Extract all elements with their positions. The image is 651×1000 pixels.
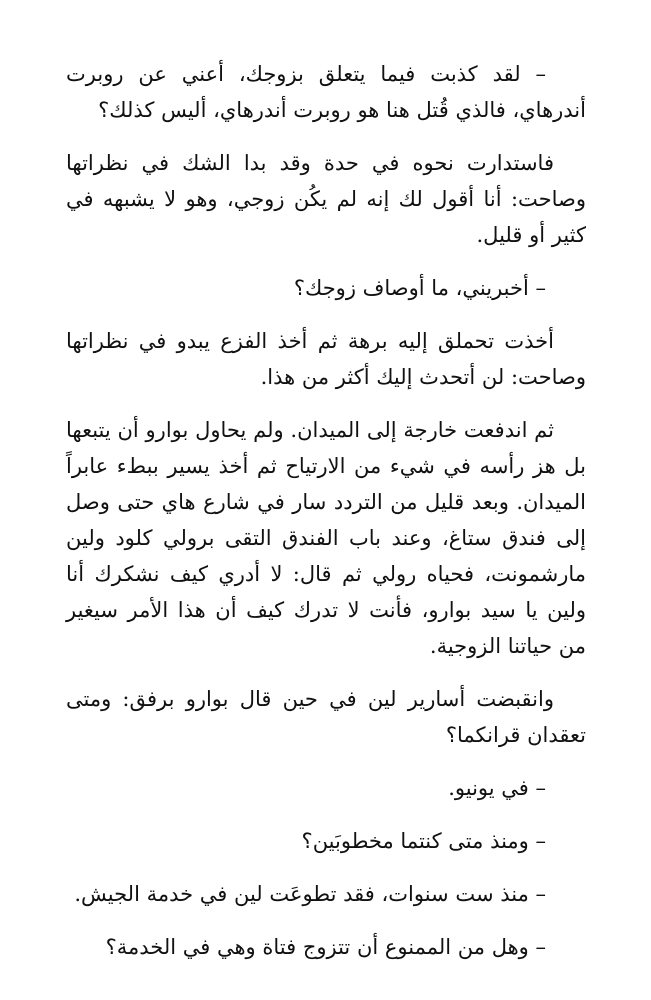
dialog-line: – وهل من الممنوع أن تتزوج فتاة وهي في الخدمة؟ [105,935,546,959]
dialog-line: – منذ ست سنوات، فقد تطوعَت لين في خدمة الجيش. [74,882,546,906]
narrative-paragraph: ثم اندفعت خارجة إلى الميدان. ولم يحاول بوارو أن يتبعها بل هز رأسه في شيء من الارتياح ثم أخذ يسير ببطء عابراً الميدان. وبعد قليل من التردد سار في شارع هاي حتى وصل إلى فندق ستاغ، وعند باب الفندق التقى برولي كلود ولين مارشمونت، فحياه رولي ثم قال: لا أدري كيف نشكرك أنا ولين يا سيد بوارو، فأنت لا تدرك كيف أن هذا الأمر سيغير من حياتنا الزوجية. [66,418,586,658]
narrative-paragraph: أخذت تحملق إليه برهة ثم أخذ الفزع يبدو في نظراتها وصاحت: لن أتحدث إليك أكثر من هذا. [66,329,586,389]
narrative-paragraph: وانقبضت أسارير لين في حين قال بوارو برفق: ومتى تعقدان قرانكما؟ [66,687,586,747]
dialog-line: – في يونيو. [448,776,546,800]
book-page-text [66,56,586,965]
dialog-line: – ومنذ متى كنتما مخطوبَين؟ [301,829,546,853]
dialog-line: – أخبريني، ما أوصاف زوجك؟ [293,276,546,300]
narrative-paragraph: فاستدارت نحوه في حدة وقد بدا الشك في نظراتها وصاحت: أنا أقول لك إنه لم يكُن زوجي، وهو لا يشبهه في كثير أو قليل. [66,151,586,247]
dialog-line: – لقد كذبت فيما يتعلق بزوجك، أعني عن روبرت أندرهاي، فالذي قُتل هنا هو روبرت أندرهاي، أليس كذلك؟ [66,62,586,122]
